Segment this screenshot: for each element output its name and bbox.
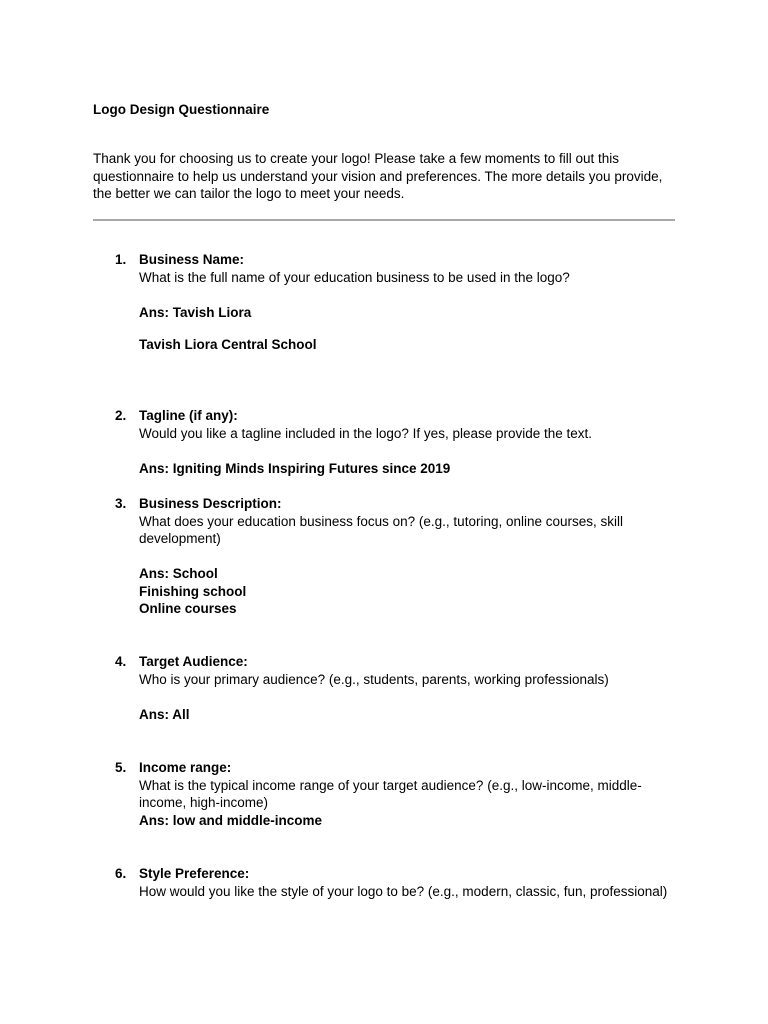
horizontal-divider	[93, 219, 675, 221]
question-text: What is the full name of your education business to be used in the logo?	[139, 269, 570, 285]
question-item-3	[93, 495, 683, 618]
answer-text: Ans: Igniting Minds Inspiring Futures since 2019	[139, 460, 451, 476]
question-item-1	[93, 251, 683, 354]
question-number: 1.	[115, 252, 127, 267]
question-item-5	[93, 759, 683, 829]
intro-paragraph: Thank you for choosing us to create your logo! Please take a few moments to fill out this questionnaire to help us understand your vision and preferences. The more details you provide, the better we can tailor the logo to meet your needs.	[93, 151, 663, 201]
answer-text: Online courses	[139, 601, 237, 616]
question-item-6	[93, 865, 683, 900]
answer-text: Tavish Liora Central School	[139, 337, 317, 352]
question-text: How would you like the style of your logo to be? (e.g., modern, classic, fun, professional)	[139, 883, 668, 899]
question-number: 5.	[115, 760, 127, 775]
question-text: What is the typical income range of your target audience? (e.g., low-income, middle-income, high-income)	[139, 777, 642, 810]
document-title: Logo Design Questionnaire	[93, 102, 270, 117]
question-number: 3.	[115, 496, 127, 511]
question-label: Style Preference:	[139, 866, 250, 881]
answer-text: Ans: Tavish Liora	[139, 304, 252, 320]
answer-text: Ans: low and middle-income	[139, 812, 323, 828]
question-text: Would you like a tagline included in the logo? If yes, please provide the text.	[139, 425, 593, 441]
question-number: 2.	[115, 408, 127, 423]
question-number: 4.	[115, 654, 127, 669]
question-label: Target Audience:	[139, 654, 248, 669]
answer-text: Finishing school	[139, 583, 247, 599]
question-item-2	[93, 407, 683, 477]
question-label: Business Description:	[139, 496, 282, 511]
question-label: Business Name:	[139, 252, 245, 267]
answer-text: Ans: School	[139, 566, 218, 581]
question-text: What does your education business focus on? (e.g., tutoring, online courses, skill development)	[139, 513, 624, 546]
question-text: Who is your primary audience? (e.g., students, parents, working professionals)	[139, 671, 609, 687]
question-item-4	[93, 653, 683, 723]
answer-text: Ans: All	[139, 706, 190, 722]
question-label: Income range:	[139, 760, 232, 775]
question-label: Tagline (if any):	[139, 408, 238, 423]
question-number: 6.	[115, 866, 127, 881]
